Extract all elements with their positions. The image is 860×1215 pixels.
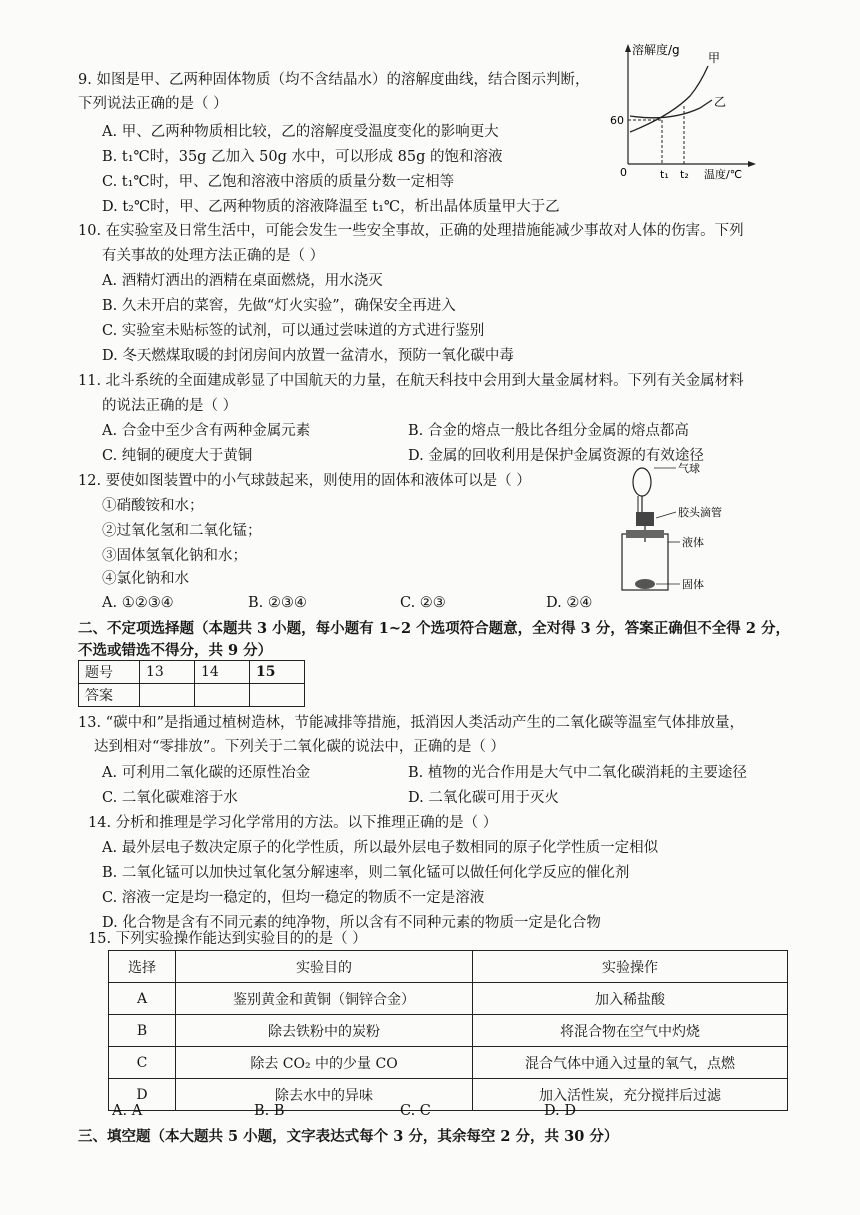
table-cell: 鉴别黄金和黄铜（铜锌合金） bbox=[176, 983, 473, 1015]
curve-jia-label: 甲 bbox=[708, 51, 721, 65]
answer-grid-q13: 13 bbox=[140, 661, 195, 684]
q9-option-d: D. t₂℃时，甲、乙两种物质的溶液降温至 t₁℃，析出晶体质量甲大于乙 bbox=[102, 199, 560, 215]
dropper-bulb-icon bbox=[636, 512, 654, 526]
q13-option-b: B. 植物的光合作用是大气中二氧化碳消耗的主要途径 bbox=[408, 765, 747, 781]
table-header-cell: 选择 bbox=[109, 951, 176, 983]
table-row bbox=[109, 1079, 788, 1111]
label-liquid: 液体 bbox=[682, 536, 704, 549]
graph-xlabel: 温度/℃ bbox=[704, 168, 743, 181]
q11-option-b: B. 合金的熔点一般比各组分金属的熔点都高 bbox=[408, 423, 689, 439]
graph-y60: 60 bbox=[610, 114, 624, 127]
q12-option-c: C. ②③ bbox=[400, 595, 446, 611]
q9-stem-line1: 9. 如图是甲、乙两种固体物质（均不含结晶水）的溶解度曲线，结合图示判断， bbox=[78, 72, 590, 88]
q15-option-d: D. D bbox=[544, 1103, 576, 1119]
q12-stem: 12. 要使如图装置中的小气球鼓起来，则使用的固体和液体可以是（ ） bbox=[78, 473, 531, 489]
q14-option-c: C. 溶液一定是均一稳定的，但均一稳定的物质不一定是溶液 bbox=[102, 890, 485, 906]
q11-option-a: A. 合金中至少含有两种金属元素 bbox=[102, 423, 311, 439]
q10-option-b: B. 久未开启的菜窖，先做“灯火实验”，确保安全再进入 bbox=[102, 298, 456, 314]
table-cell: D bbox=[109, 1079, 176, 1111]
answer-cell-14[interactable] bbox=[195, 684, 250, 707]
table-header-cell: 实验操作 bbox=[473, 951, 788, 983]
q13-stem-line2: 达到相对“零排放”。下列关于二氧化碳的说法中，正确的是（ ） bbox=[94, 739, 505, 755]
table-header-cell: 实验目的 bbox=[176, 951, 473, 983]
solid-icon bbox=[635, 579, 655, 589]
q11-option-d: D. 金属的回收利用是保护金属资源的有效途径 bbox=[408, 448, 704, 464]
section2-title-line2: 不选或错选不得分，共 9 分） bbox=[78, 642, 273, 659]
q10-option-c: C. 实验室未贴标签的试剂，可以通过尝味道的方式进行鉴别 bbox=[102, 323, 485, 339]
label-solid: 固体 bbox=[682, 578, 704, 591]
q12-item-3: ③固体氢氧化钠和水； bbox=[102, 548, 247, 564]
table-cell: 将混合物在空气中灼烧 bbox=[473, 1015, 788, 1047]
section3-title: 三、填空题（本大题共 5 小题，文字表达式每个 3 分，其余每空 2 分，共 30 分） bbox=[78, 1128, 619, 1145]
table-row bbox=[109, 1047, 788, 1079]
curve-jia bbox=[630, 66, 708, 132]
q12-item-1: ①硝酸铵和水； bbox=[102, 498, 204, 514]
q14-option-a: A. 最外层电子数决定原子的化学性质，所以最外层电子数相同的原子化学性质一定相似 bbox=[102, 840, 659, 856]
q12-option-d: D. ②④ bbox=[546, 595, 593, 611]
q10-option-a: A. 酒精灯洒出的酒精在桌面燃烧，用水浇灭 bbox=[102, 273, 383, 289]
graph-origin: 0 bbox=[620, 166, 627, 179]
q13-option-a: A. 可利用二氧化碳的还原性冶金 bbox=[102, 765, 311, 781]
q10-stem-line2: 有关事故的处理方法正确的是（ ） bbox=[102, 248, 325, 264]
balloon-apparatus-figure bbox=[612, 460, 732, 595]
graph-t1: t₁ bbox=[660, 168, 669, 181]
q12-item-4: ④氯化钠和水 bbox=[102, 571, 189, 587]
answer-grid-header-number: 题号 bbox=[79, 661, 140, 684]
answer-grid-q15: 15 bbox=[250, 661, 305, 684]
label-balloon: 气球 bbox=[678, 462, 700, 475]
table-row bbox=[109, 983, 788, 1015]
table-cell: A bbox=[109, 983, 176, 1015]
balloon-icon bbox=[633, 468, 651, 496]
graph-ylabel: 溶解度/g bbox=[632, 43, 680, 57]
q12-item-2: ②过氧化氢和二氧化锰； bbox=[102, 523, 262, 539]
q9-option-b: B. t₁℃时，35g 乙加入 50g 水中，可以形成 85g 的饱和溶液 bbox=[102, 149, 503, 165]
q14-stem: 14. 分析和推理是学习化学常用的方法。以下推理正确的是（ ） bbox=[88, 815, 498, 831]
q13-option-c: C. 二氧化碳难溶于水 bbox=[102, 790, 238, 806]
q12-option-b: B. ②③④ bbox=[248, 595, 307, 611]
q11-stem-line2: 的说法正确的是（ ） bbox=[102, 398, 238, 414]
solubility-graph bbox=[600, 36, 780, 186]
q14-option-b: B. 二氧化锰可以加快过氧化氢分解速率，则二氧化锰可以做任何化学反应的催化剂 bbox=[102, 865, 630, 881]
table-cell: B bbox=[109, 1015, 176, 1047]
table-cell: C bbox=[109, 1047, 176, 1079]
answer-grid bbox=[78, 660, 305, 707]
label-dropper: 胶头滴管 bbox=[678, 506, 722, 519]
table-cell: 加入活性炭，充分搅拌后过滤 bbox=[473, 1079, 788, 1111]
table-cell: 除去铁粉中的炭粉 bbox=[176, 1015, 473, 1047]
curve-yi-label: 乙 bbox=[714, 95, 727, 109]
answer-cell-13[interactable] bbox=[140, 684, 195, 707]
section2-title-line1: 二、不定项选择题（本题共 3 小题，每小题有 1~2 个选项符合题意，全对得 3 分，答案正确但不全得 2 分， bbox=[78, 620, 790, 637]
q15-option-c: C. C bbox=[400, 1103, 431, 1119]
q15-option-b: B. B bbox=[254, 1103, 285, 1119]
q11-option-c: C. 纯铜的硬度大于黄铜 bbox=[102, 448, 253, 464]
q14-option-d: D. 化合物是含有不同元素的纯净物，所以含有不同种元素的物质一定是化合物 bbox=[102, 915, 601, 931]
q11-stem-line1: 11. 北斗系统的全面建成彰显了中国航天的力量，在航天科技中会用到大量金属材料。下列有关金属材料 bbox=[78, 373, 744, 389]
graph-t2: t₂ bbox=[680, 168, 689, 181]
answer-cell-15[interactable] bbox=[250, 684, 305, 707]
q15-stem: 15. 下列实验操作能达到实验目的的是（ ） bbox=[88, 931, 367, 947]
q13-stem-line1: 13. “碳中和”是指通过植树造林，节能减排等措施，抵消因人类活动产生的二氧化碳等温室气体排放量， bbox=[78, 715, 744, 731]
q15-option-a: A. A bbox=[112, 1103, 143, 1119]
q9-stem-line2: 下列说法正确的是（ ） bbox=[78, 96, 228, 112]
answer-grid-q14: 14 bbox=[195, 661, 250, 684]
table-cell: 加入稀盐酸 bbox=[473, 983, 788, 1015]
table-cell: 除去水中的异味 bbox=[176, 1079, 473, 1111]
answer-grid-header-answer: 答案 bbox=[79, 684, 140, 707]
q9-option-a: A. 甲、乙两种物质相比较，乙的溶解度受温度变化的影响更大 bbox=[102, 124, 499, 140]
q15-experiment-table bbox=[108, 950, 788, 1111]
table-header-row bbox=[109, 951, 788, 983]
table-cell: 混合气体中通入过量的氧气，点燃 bbox=[473, 1047, 788, 1079]
q10-option-d: D. 冬天燃煤取暖的封闭房间内放置一盆清水，预防一氧化碳中毒 bbox=[102, 348, 514, 364]
curve-yi bbox=[630, 100, 712, 118]
q13-option-d: D. 二氧化碳可用于灭火 bbox=[408, 790, 559, 806]
q9-option-c: C. t₁℃时，甲、乙饱和溶液中溶质的质量分数一定相等 bbox=[102, 174, 455, 190]
table-cell: 除去 CO₂ 中的少量 CO bbox=[176, 1047, 473, 1079]
table-row bbox=[109, 1015, 788, 1047]
q12-option-a: A. ①②③④ bbox=[102, 595, 174, 611]
q10-stem-line1: 10. 在实验室及日常生活中，可能会发生一些安全事故，正确的处理措施能减少事故对人体的伤害。下列 bbox=[78, 223, 744, 239]
